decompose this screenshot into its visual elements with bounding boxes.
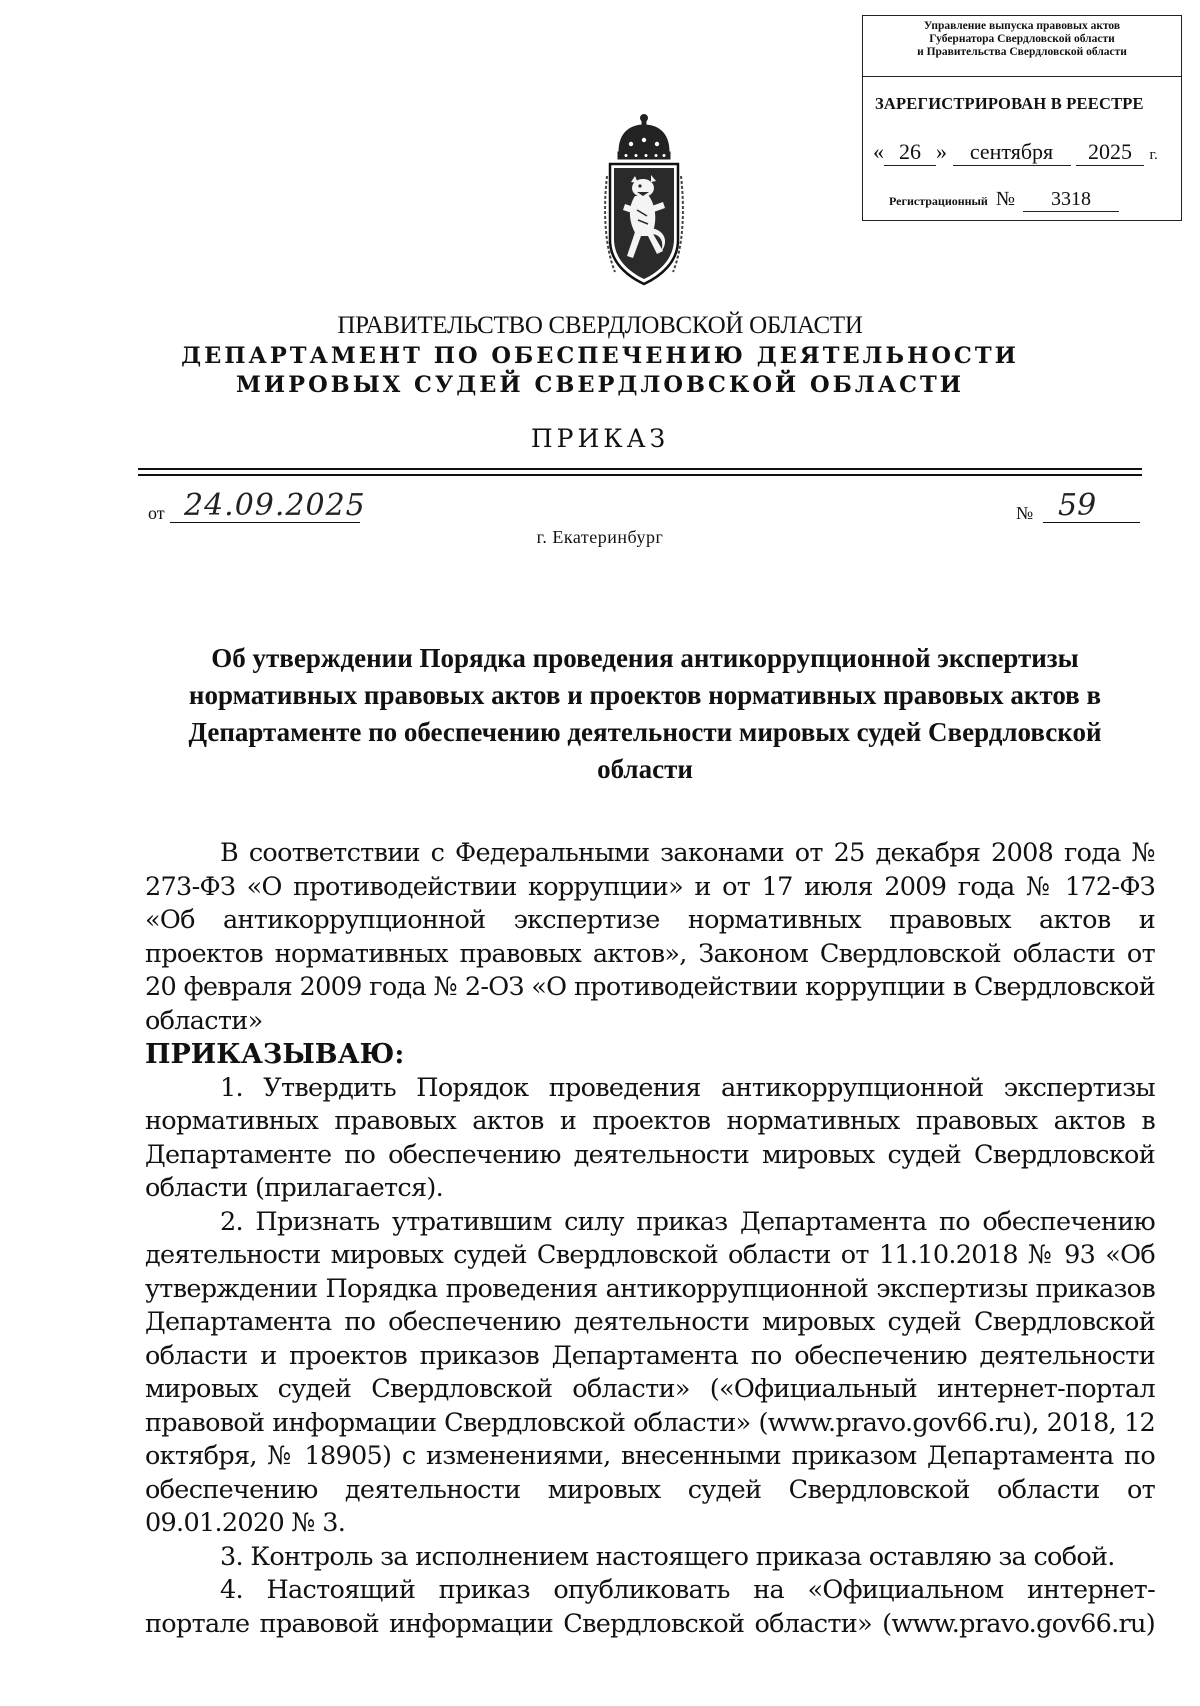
city: г. Екатеринбург — [536, 527, 664, 547]
stamp-reg-no-sign: № — [995, 188, 1015, 210]
stamp-year-suffix: 25 — [1110, 139, 1132, 164]
document-type: ПРИКАЗ — [530, 424, 670, 453]
stamp-header-line: Управление выпуска правовых актов — [923, 20, 1121, 32]
header-rule-top — [138, 468, 1142, 470]
coat-of-arms-emblem — [601, 112, 687, 288]
stamp-year — [1076, 139, 1144, 166]
order-item-1: 1. Утвердить Порядок проведения антикоррупционной экспертизы нормативных правовых актов и проектов нормативных правовых актов в Департаменте по обеспечению деятельности мировых судей Свердловской области (прилагается). — [145, 1072, 1155, 1203]
order-item-3: 3. Контроль за исполнением настоящего приказа оставляю за собой. — [220, 1541, 1115, 1572]
handwritten-date: 24.09.2025 — [184, 488, 366, 523]
order-item-4: 4. Настоящий приказ опубликовать на «Официальном интернет-портале правовой информации Свердловской области» (www.pravo.gov66.ru) — [145, 1575, 1155, 1639]
preamble-paragraph: В соответствии с Федеральными законами от 25 декабря 2008 года № 273-ФЗ «О противодействии коррупции» и от 17 июля 2009 года № 172-ФЗ «Об антикоррупционной экспертизе нормативных правовых актов и проектов нормативных правовых актов», Законом Свердловской области от 20 февраля 2009 года № 2-ОЗ «О противодействии коррупции в Свердловской области» — [145, 838, 1155, 1036]
stamp-quote-open: « — [873, 139, 884, 164]
stamp-quote-close: » — [936, 139, 947, 164]
number-label: № — [1016, 503, 1034, 523]
handwritten-number: 59 — [1058, 488, 1097, 523]
department-name-line1: ДЕПАРТАМЕНТ ПО ОБЕСПЕЧЕНИЮ ДЕЯТЕЛЬНОСТИ — [181, 343, 1019, 369]
document-title: Об утверждении Порядка проведения антикоррупционной экспертизы нормативных правовых актов и проектов нормативных правовых актов в Департаменте по обеспечению деятельности мировых судей Свердловской области — [188, 643, 1102, 784]
order-word: ПРИКАЗЫВАЮ: — [145, 1039, 405, 1070]
stamp-divider — [863, 76, 1181, 77]
stamp-reg-label: Регистрационный — [889, 194, 988, 208]
stamp-reg-number: 3318 — [1023, 188, 1119, 212]
order-item-2: 2. Признать утратившим силу приказ Департамента по обеспечению деятельности мировых судей Свердловской области от 11.10.2018 № 93 «Об утверждении Порядка проведения антикоррупционной экспертизы приказов Департамента по обеспечению деятельности мировых судей Свердловской области и проектов приказов Департамента по обеспечению деятельности мировых судей Свердловской области» («Официальный интернет-портал правовой информации Свердловской области» (www.pravo.gov66.ru), 2018, 12 октября, № 18905) с изменениями, внесенными приказом Департамента по обеспечению деятельности мировых судей Свердловской области от 09.01.2020 № 3. — [145, 1206, 1155, 1538]
stamp-date — [873, 139, 1158, 166]
stamp-year-prefix: 20 — [1088, 139, 1110, 164]
date-label: от — [148, 503, 165, 523]
stamp-title: ЗАРЕГИСТРИРОВАН В РЕЕСТРЕ — [875, 94, 1144, 113]
stamp-month: сентября — [953, 139, 1071, 166]
stamp-header-line: Губернатора Свердловской области — [929, 33, 1115, 45]
document-body — [145, 837, 1155, 1641]
stamp-registration — [889, 188, 1119, 212]
header-rule-bottom — [138, 474, 1142, 476]
registry-stamp — [862, 15, 1182, 221]
stamp-day: 26 — [884, 139, 936, 166]
stamp-header — [863, 16, 1181, 59]
stamp-year-unit: г. — [1149, 147, 1158, 163]
stamp-header-line: и Правительства Свердловской области — [917, 46, 1127, 58]
department-name-line2: МИРОВЫХ СУДЕЙ СВЕРДЛОВСКОЙ ОБЛАСТИ — [236, 372, 964, 398]
government-name: ПРАВИТЕЛЬСТВО СВЕРДЛОВСКОЙ ОБЛАСТИ — [337, 312, 863, 339]
